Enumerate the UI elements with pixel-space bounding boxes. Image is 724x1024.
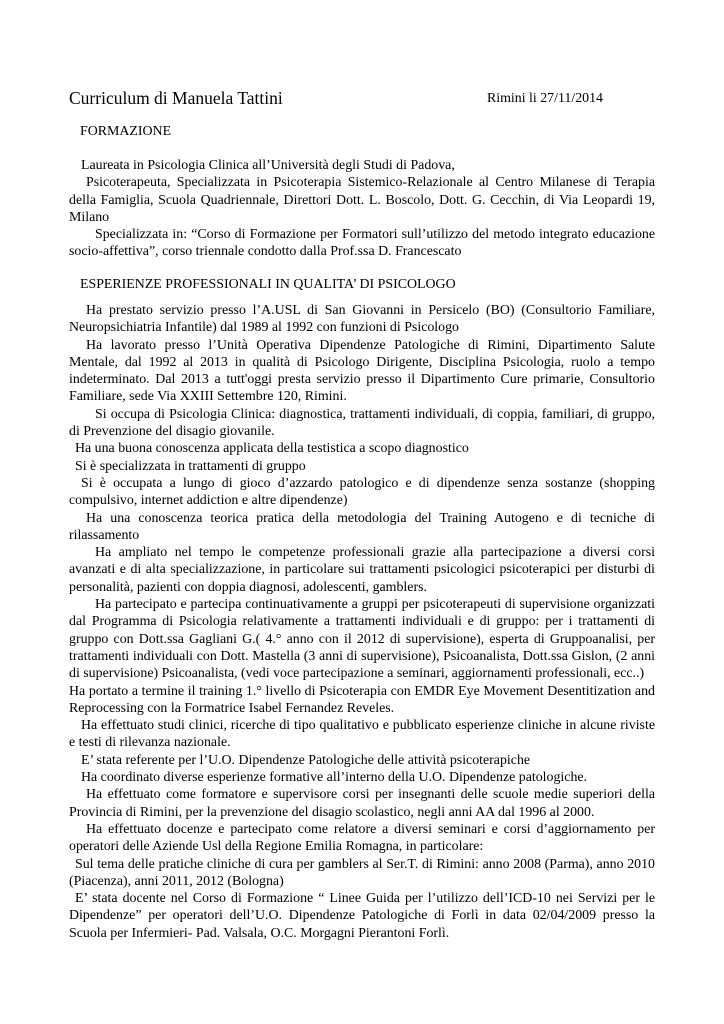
paragraph: Ha partecipato e partecipa continuativamente a gruppi per psicoterapeuti di supervisione organizzati dal Programma di Psicologia relativamente a trattamenti individuali e di gruppo: per i trattamenti di gruppo con Dott.ssa Gagliani G.( 4.° anno con il 2012 di supervisione), esperta di Gruppoanalisi, per trattamenti individuali con Dott. Mastella (3 anni di supervisione), Psicoanalista, Dott.ssa Gislon, (2 anni di supervisione) Psicoanalista, (vedi voce partecipazione a seminari, aggiornamenti professionali, ecc..) xyxy=(69,597,655,682)
document-title: Curriculum di Manuela Tattini xyxy=(69,88,283,108)
paragraph: Sul tema delle pratiche cliniche di cura per gamblers al Ser.T. di Rimini: anno 2008 (Parma), anno 2010 (Piacenza), anni 2011, 2012 (Bologna) xyxy=(69,856,655,889)
paragraph: Si occupa di Psicologia Clinica: diagnostica, trattamenti individuali, di coppia, familiari, di gruppo, di Prevenzione del disagio giovanile. xyxy=(69,406,655,440)
paragraph: Ha prestato servizio presso l’A.USL di San Giovanni in Persicelo (BO) (Consultorio Familiare, Neuropsichiatria Infantile) dal 1989 al 1992 con funzioni di Psicologo xyxy=(69,303,655,336)
paragraph: E’ stata referente per l’U.O. Dipendenze Patologiche delle attività psicoterapiche xyxy=(81,752,531,768)
paragraph: Ha portato a termine il training 1.° livello di Psicoterapia con EMDR Eye Movement Desentitization and Reprocessing con la Formatrice Isabel Fernandez Reveles. xyxy=(69,683,655,716)
document-date: Rimini li 27/11/2014 xyxy=(486,91,603,106)
paragraph: Laureata in Psicologia Clinica all’Università degli Studi di Padova, xyxy=(81,158,455,173)
paragraph: Specializzata in: “Corso di Formazione per Formatori sull’utilizzo del metodo integrato educazione socio-affettiva”, corso triennale condotto dalla Prof.ssa D. Francescato xyxy=(69,227,655,260)
paragraph: Ha effettuato docenze e partecipato come relatore a diversi seminari e corsi d’aggiornamento per operatori delle Aziende Usl della Regione Emilia Romagna, in particolare: xyxy=(69,821,655,855)
section-formazione-body xyxy=(69,157,655,261)
section-heading-formazione: FORMAZIONE xyxy=(80,124,172,139)
document-header xyxy=(69,88,603,110)
section-esperienze-body xyxy=(69,302,655,942)
paragraph: Ha una conoscenza teorica pratica della metodologia del Training Autogeno e di tecniche di rilassamento xyxy=(69,510,655,543)
paragraph: Ha coordinato diverse esperienze formative all’interno della U.O. Dipendenze patologiche. xyxy=(81,770,588,786)
paragraph: Ha ampliato nel tempo le competenze professionali grazie alla partecipazione a diversi corsi avanzati e di alta specializzazione, in particolare sui trattamenti psicologici psicoterapici per disturbi di personalità, pazienti con doppia diagnosi, adolescenti, gamblers. xyxy=(69,545,655,595)
paragraph: Psicoterapeuta, Specializzata in Psicoterapia Sistemico-Relazionale al Centro Milanese di Terapia della Famiglia, Scuola Quadriennale, Direttori Dott. L. Boscolo, Dott. G. Cecchin, di Via Leopardi 19, Milano xyxy=(69,175,655,225)
paragraph: Ha una buona conoscenza applicata della testistica a scopo diagnostico xyxy=(75,441,469,457)
section-heading-esperienze: ESPERIENZE PROFESSIONALI IN QUALITA’ DI PSICOLOGO xyxy=(80,277,456,292)
paragraph: Ha effettuato come formatore e supervisore corsi per insegnanti delle scuole medie superiori della Provincia di Rimini, per la prevenzione del disagio scolastico, negli anni AA dal 1996 al 2000. xyxy=(69,787,655,820)
paragraph: Si è specializzata in trattamenti di gruppo xyxy=(75,458,306,474)
paragraph: Ha lavorato presso l’Unità Operativa Dipendenze Patologiche di Rimini, Dipartimento Salute Mentale, dal 1992 al 2013 in qualità di Psicologo Dirigente, Disciplina Psicologia, ruolo a tempo indeterminato. Dal 2013 a tutt'oggi presta servizio presso il Dipartimento Cure primarie, Consultorio Familiare, sede Via XXIII Settembre 120, Rimini. xyxy=(69,337,655,405)
paragraph: Ha effettuato studi clinici, ricerche di tipo qualitativo e pubblicato esperienze cliniche in alcune riviste e testi di rilevanza nazionale. xyxy=(69,718,655,751)
paragraph: Si è occupata a lungo di gioco d’azzardo patologico e di dipendenze senza sostanze (shopping compulsivo, internet addiction e altre dipendenze) xyxy=(69,475,655,509)
paragraph: E’ stata docente nel Corso di Formazione “ Linee Guida per l’utilizzo dell’ICD-10 nei Servizi per le Dipendenze” per operatori dell’U.O. Dipendenze Patologiche di Forlì in data 02/04/2009 presso la Scuola per Infermieri- Pad. Valsala, O.C. Morgagni Pierantoni Forlì. xyxy=(69,891,655,941)
